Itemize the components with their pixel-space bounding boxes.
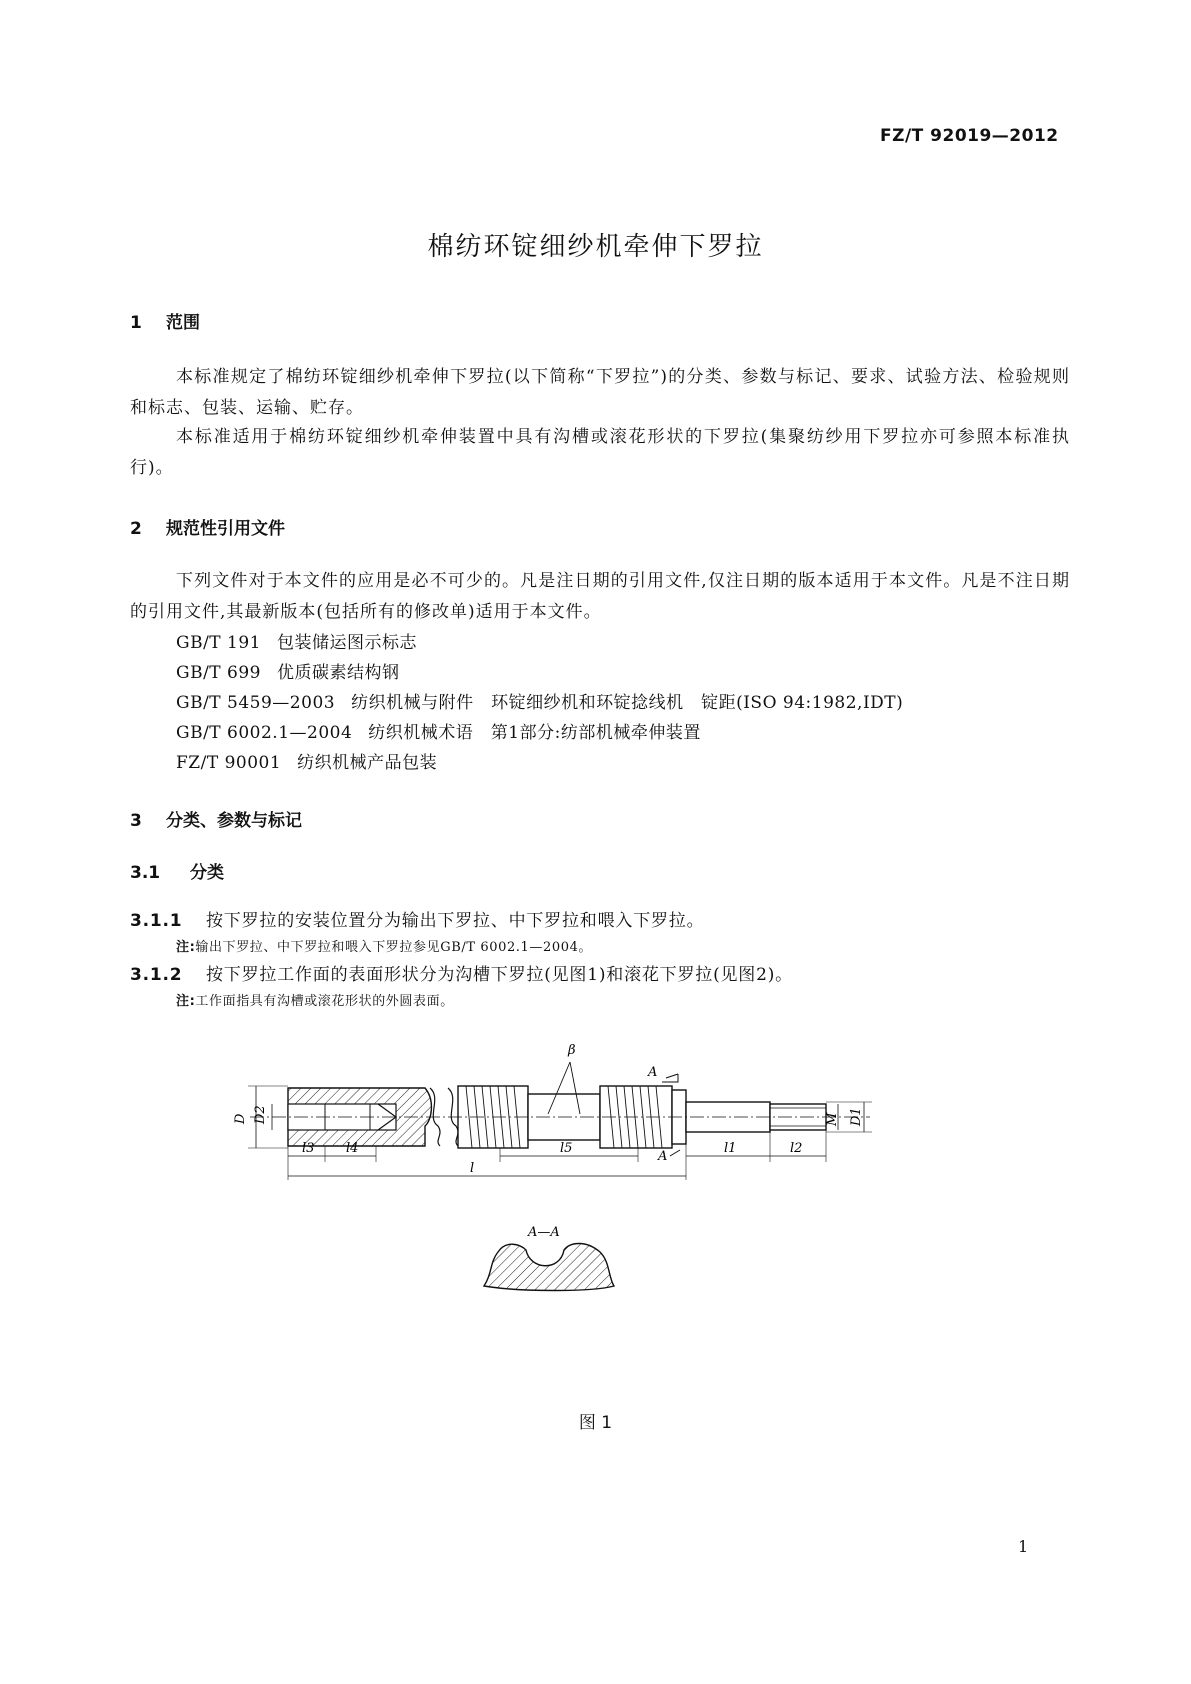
section-mark-bottom: A [658, 1149, 668, 1164]
reference-title: 优质碳素结构钢 [277, 663, 400, 683]
note-text: 工作面指具有沟槽或滚花形状的外圆表面。 [195, 994, 454, 1009]
figure-1-drawing [230, 1040, 950, 1380]
section-2-heading [130, 514, 285, 539]
dim-label-l4: l4 [346, 1141, 359, 1156]
clause-3-1-2 [130, 960, 793, 985]
clause-text: 按下罗拉的安装位置分为输出下罗拉、中下罗拉和喂入下罗拉。 [206, 911, 705, 931]
dim-label-l1: l1 [724, 1141, 737, 1156]
section-arrow-top [662, 1074, 678, 1082]
beta-label: β [568, 1043, 576, 1058]
clause-text: 按下罗拉工作面的表面形状分为沟槽下罗拉(见图1)和滚花下罗拉(见图2)。 [206, 965, 793, 985]
note-label: 注: [176, 994, 196, 1009]
section-number: 3 [130, 811, 142, 831]
subsection-3-1-heading [130, 858, 224, 883]
section-number: 2 [130, 519, 142, 539]
reference-title: 包装储运图示标志 [277, 633, 417, 653]
dim-label-D: D [233, 1113, 248, 1124]
section-1-paragraph-2: 本标准适用于棉纺环锭细纱机牵伸装置中具有沟槽或滚花形状的下罗拉(集聚纺纱用下罗拉亦可参照本标准执行)。 [130, 427, 1070, 478]
section-title: 范围 [166, 313, 200, 333]
section-1-heading [130, 308, 200, 333]
figure-caption: 图 1 [578, 1413, 613, 1433]
dim-label-l2: l2 [790, 1141, 803, 1156]
page-title: 棉纺环锭细纱机牵伸下罗拉 [427, 232, 764, 262]
section-1-paragraph-1: 本标准规定了棉纺环锭细纱机牵伸下罗拉(以下简称“下罗拉”)的分类、参数与标记、要求、试验方法、检验规则和标志、包装、运输、贮存。 [130, 367, 1070, 418]
dim-label-l3: l3 [302, 1141, 315, 1156]
reference-code: GB/T 191 [176, 633, 261, 653]
section-title: 规范性引用文件 [166, 519, 285, 539]
section-number: 1 [130, 313, 142, 333]
section-title: 分类、参数与标记 [166, 811, 302, 831]
dim-label-l: l [470, 1161, 475, 1176]
clause-3-1-1 [130, 906, 704, 931]
section-title: 分类 [190, 863, 224, 883]
note-2 [176, 990, 454, 1009]
dim-label-M: M [825, 1112, 840, 1126]
reference-item [176, 658, 400, 683]
section-line-bottom [670, 1150, 680, 1156]
section-view-label: A—A [528, 1225, 560, 1240]
dim-label-D2: D2 [253, 1105, 268, 1124]
reference-item [176, 688, 903, 713]
section-number: 3.1 [130, 863, 161, 883]
note-1 [176, 936, 592, 955]
reference-code: FZ/T 90001 [176, 753, 282, 773]
reference-item [176, 718, 701, 743]
reference-code: GB/T 699 [176, 663, 261, 683]
clause-number: 3.1.2 [130, 965, 183, 985]
section-view-shape [484, 1244, 614, 1291]
reference-title: 纺织机械术语 第1部分:纺部机械牵伸装置 [368, 723, 701, 743]
dim-label-D1: D1 [849, 1107, 864, 1126]
note-text: 输出下罗拉、中下罗拉和喂入下罗拉参见GB/T 6002.1—2004。 [195, 940, 593, 955]
dim-label-l5: l5 [560, 1141, 573, 1156]
clause-number: 3.1.1 [130, 911, 183, 931]
reference-item [176, 748, 437, 773]
page-number: 1 [1018, 1537, 1029, 1556]
standard-code: FZ/T 92019—2012 [880, 126, 1059, 146]
reference-title: 纺织机械产品包装 [297, 753, 438, 773]
reference-item [176, 628, 417, 653]
section-2-paragraph-1: 下列文件对于本文件的应用是必不可少的。凡是注日期的引用文件,仅注日期的版本适用于本文件。凡是不注日期的引用文件,其最新版本(包括所有的修改单)适用于本文件。 [130, 571, 1070, 622]
note-label: 注: [176, 940, 196, 955]
reference-code: GB/T 5459—2003 [176, 693, 336, 713]
reference-code: GB/T 6002.1—2004 [176, 723, 353, 743]
section-3-heading [130, 806, 302, 831]
reference-title: 纺织机械与附件 环锭细纱机和环锭捻线机 锭距(ISO 94:1982,IDT) [351, 693, 904, 713]
section-mark-top: A [648, 1065, 658, 1080]
